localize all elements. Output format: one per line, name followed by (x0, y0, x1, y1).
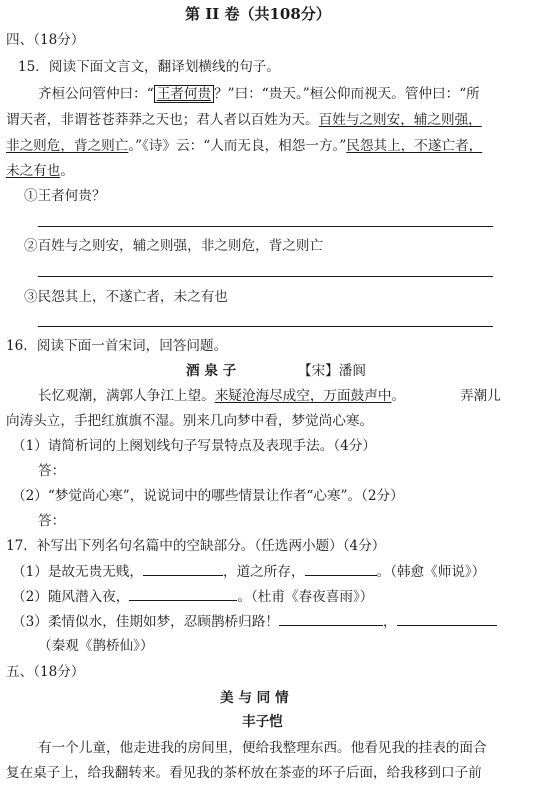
q15-passage-line-1: 齐桓公问管仲曰：“ 王者何贵 ？”曰：“贵天。”桓公仰而视天。管仲曰：“所 (38, 86, 480, 102)
section-5-heading: 五、（18分） (6, 664, 85, 680)
question-16-stem: 16．阅读下面一首宋词，回答问题。 (6, 338, 228, 354)
q15-passage-line-3: 非之则危，背之则亡。”《诗》云：“人而无良，相怨一方。”民怨其上，不遂亡者， (6, 138, 483, 154)
q15-answer-line-1[interactable] (38, 226, 493, 227)
q15-underlined-phrase-2: 百姓与之则安，辅之则强， (318, 112, 482, 128)
page-title: 第 II 卷（共108分） (185, 5, 331, 23)
q16-answer-label-2[interactable]: 答： (38, 513, 66, 529)
q17-blank-4[interactable] (279, 611, 383, 626)
q17-item-2: （2）随风潜入夜， 。（杜甫《春夜喜雨》） (12, 586, 373, 607)
poem-title: 酒 泉 子 (186, 363, 237, 379)
q15-underlined-phrase-3-cont: 未之有也 (6, 163, 61, 179)
question-15-stem: 15．阅读下面文言文，翻译划横线的句子。 (18, 59, 280, 75)
section-4-heading: 四、（18分） (6, 32, 85, 48)
poem-line-1-tail: 弄潮儿 (460, 388, 501, 404)
q16-sub-question-2: （2）“梦觉尚心寒”，说说词中的哪些情景让作者“心寒”。（2分） (12, 488, 404, 504)
q15-sub-question-1: ①王者何贵？ (24, 188, 106, 204)
q15-sub-question-3: ③民怨其上，不遂亡者，未之有也 (24, 289, 228, 305)
article-paragraph-line-1: 有一个儿童，他走进我的房间里，便给我整理东西。他看见我的挂表的面合 (38, 740, 487, 756)
q17-blank-1[interactable] (143, 561, 223, 576)
q17-blank-2[interactable] (305, 561, 377, 576)
q16-answer-label-1[interactable]: 答： (38, 463, 66, 479)
poem-line-1: 长忆观潮，满郭人争江上望。来疑沧海尽成空，万面鼓声中。 (38, 388, 406, 404)
q17-blank-5[interactable] (397, 611, 497, 626)
q17-item-1: （1）是故无贵无贱， ，道之所存， 。（韩愈《师说》） (12, 561, 485, 582)
q16-sub-question-1: （1）请简析词的上阕划线句子写景特点及表现手法。（4分） (12, 438, 376, 454)
q15-sub-question-2: ②百姓与之则安，辅之则强，非之则危，背之则亡 (24, 238, 324, 254)
poem-line-2: 向涛头立，手把红旗旗不湿。别来几向梦中看，梦觉尚心寒。 (6, 413, 374, 429)
article-title: 美 与 同 情 (220, 690, 289, 706)
q15-answer-line-3[interactable] (38, 326, 493, 327)
q15-passage-line-4: 未之有也。 (6, 163, 74, 179)
q15-underlined-phrase-1: 王者何贵 (154, 85, 214, 103)
q15-underlined-phrase-3: 民怨其上，不遂亡者， (346, 138, 483, 154)
article-paragraph-line-2: 复在桌子上，给我翻转来。看见我的茶杯放在茶壶的环子后面，给我移到口子前 (6, 765, 482, 781)
poem-author: 【宋】潘阆 (298, 363, 366, 379)
q15-answer-line-2[interactable] (38, 276, 493, 277)
poem-underlined-line: 来疑沧海尽成空，万面鼓声中 (214, 388, 392, 404)
q17-item-3: （3）柔情似水，佳期如梦，忍顾鹊桥归路！ ， (12, 611, 497, 632)
q15-passage-line-2: 谓天者，非谓苍苍莽莽之天也；君人者以百姓为天。百姓与之则安，辅之则强， (6, 112, 482, 128)
q15-underlined-phrase-2-cont: 非之则危，背之则亡 (6, 138, 129, 154)
q17-item-3-source: （秦观《鹊桥仙》） (38, 638, 154, 654)
question-17-stem: 17．补写出下列名句名篇中的空缺部分。（任选两小题）（4分） (6, 538, 386, 554)
article-author: 丰子恺 (242, 714, 283, 730)
q17-blank-3[interactable] (129, 586, 237, 601)
